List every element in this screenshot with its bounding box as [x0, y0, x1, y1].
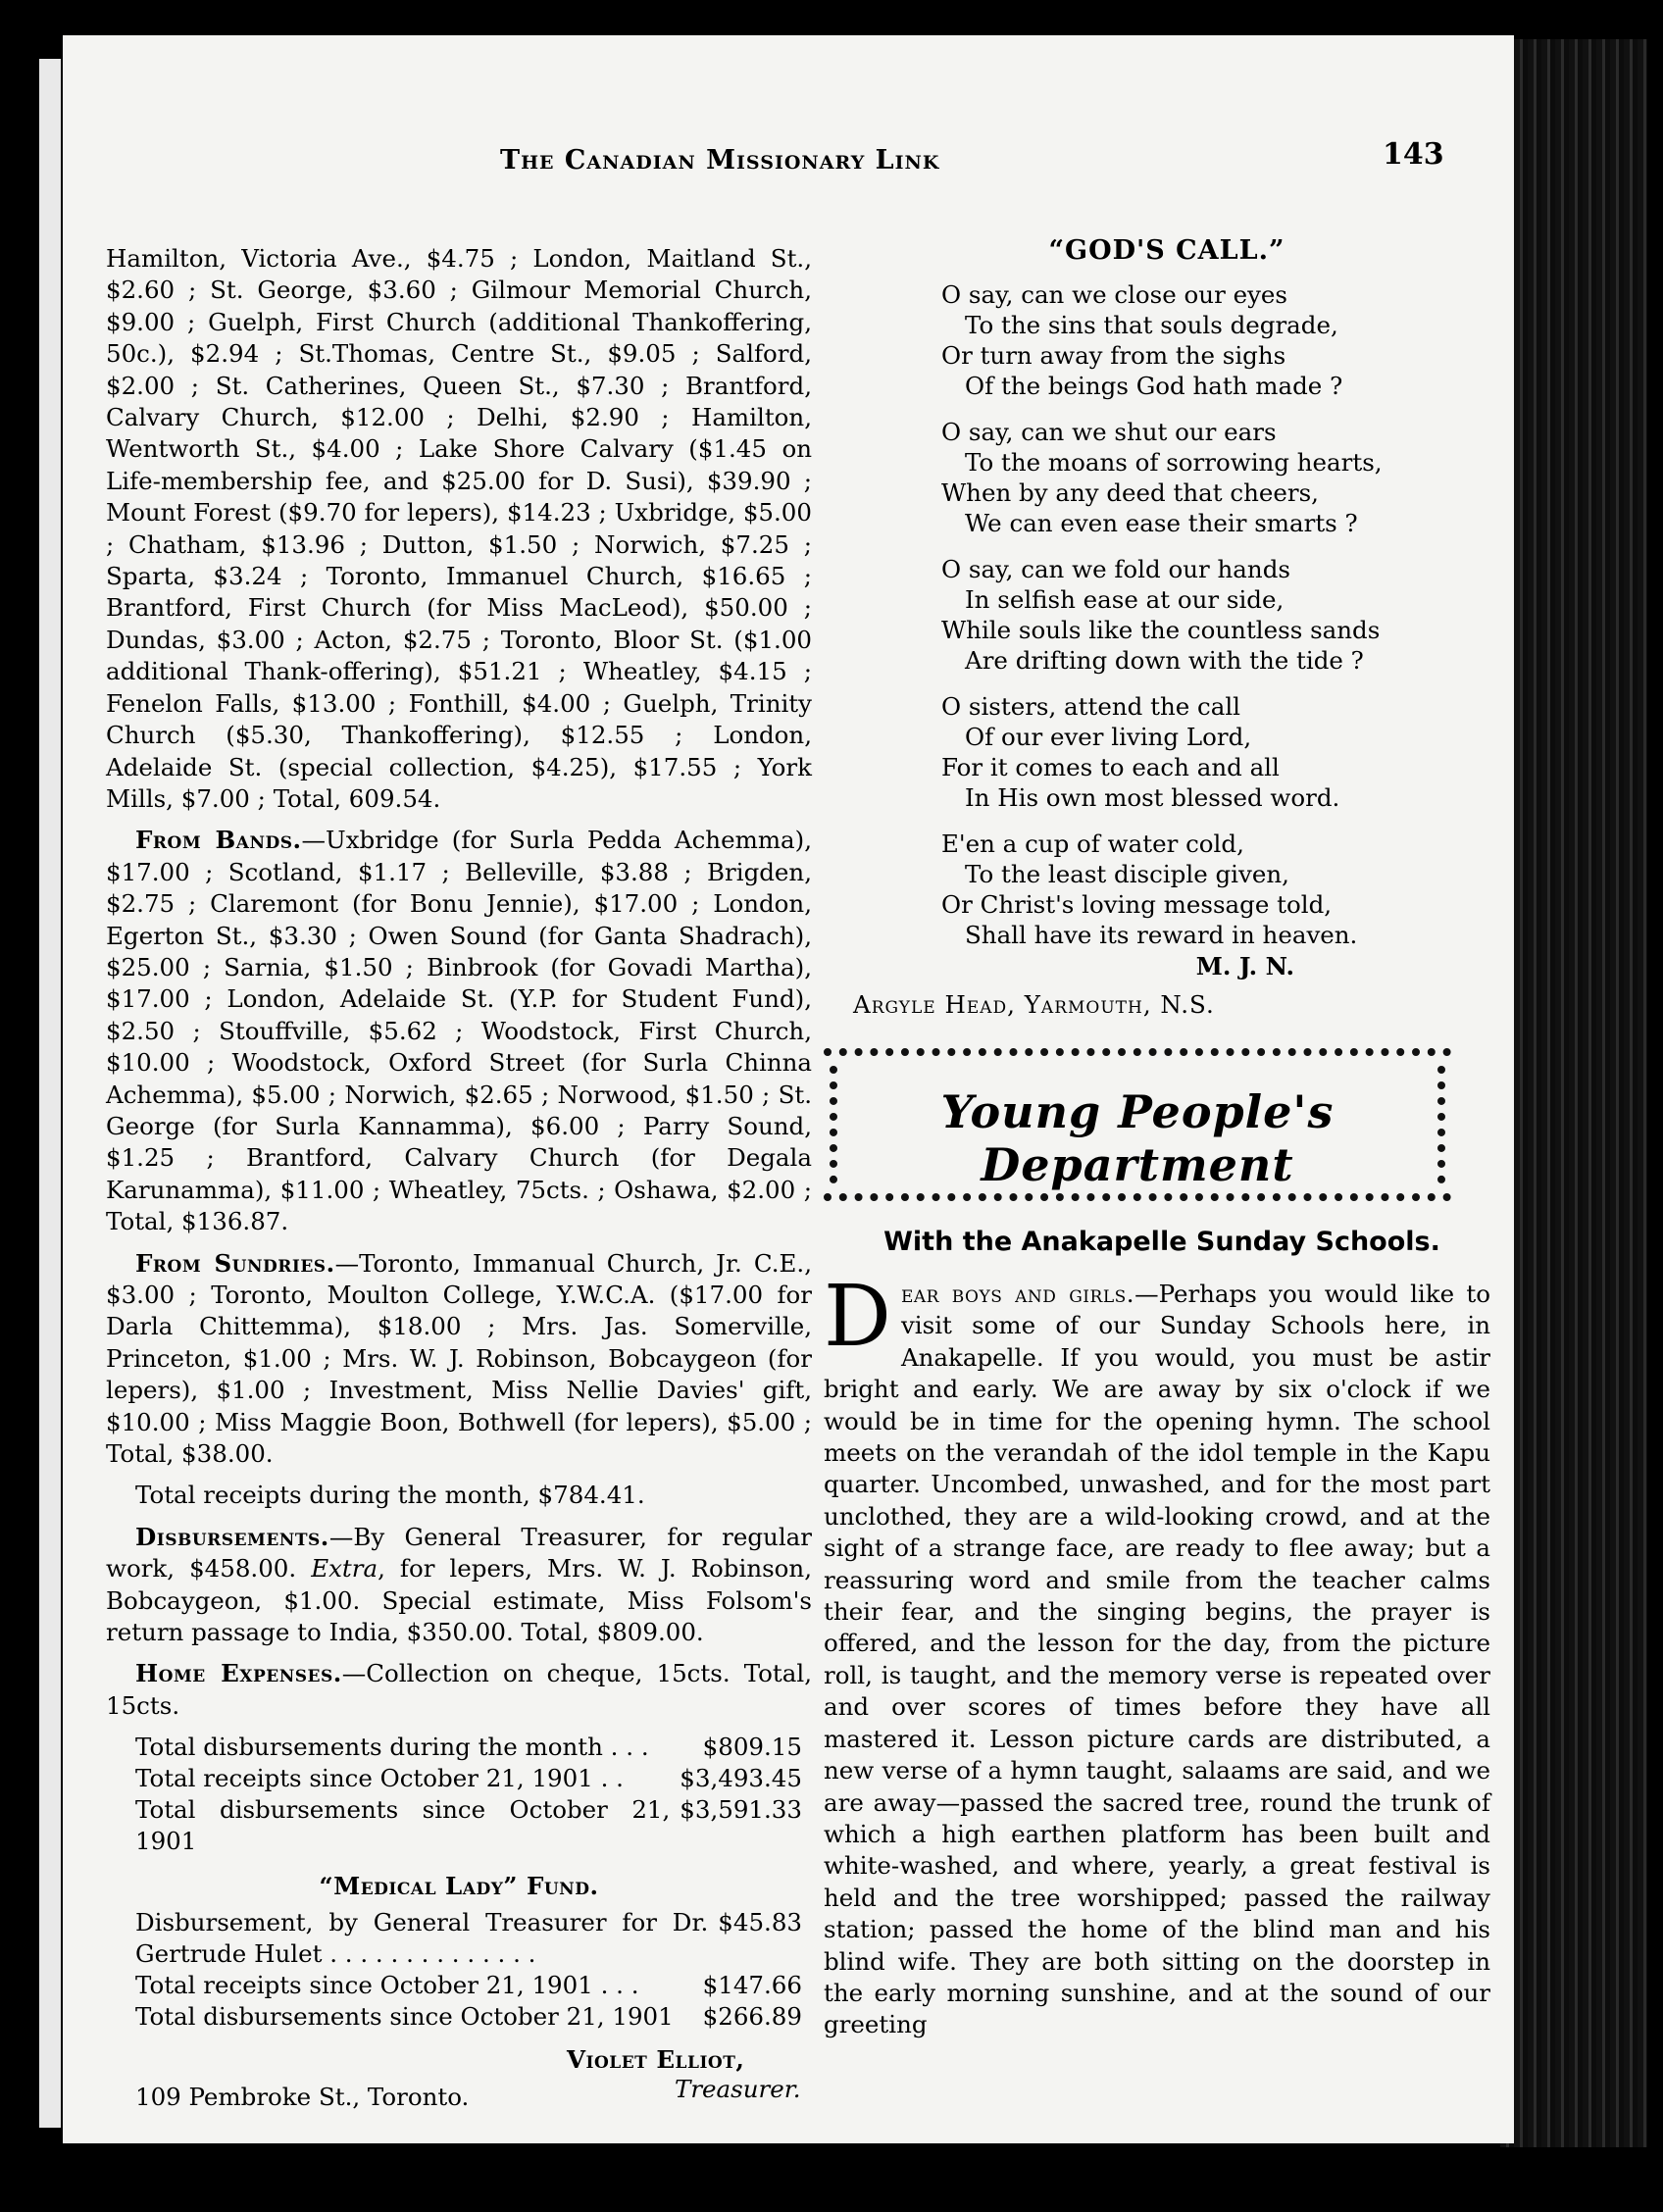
disbursements-paragraph [106, 1522, 812, 1649]
poem-line: O sisters, attend the call [941, 692, 1241, 721]
ledger-row [135, 2001, 802, 2033]
disbursements-heading: Disbursements. [135, 1522, 329, 1551]
ledger-label: Total disbursements since October 21, 1901 [135, 1795, 671, 1856]
poem-line: To the least disciple given, [965, 860, 1289, 888]
department-banner [824, 1048, 1451, 1201]
poem-title: “GOD'S CALL.” [1048, 235, 1285, 266]
running-title: The Canadian Missionary Link [500, 145, 940, 176]
book-spine-pages [1500, 39, 1647, 2147]
poem-line: Shall have its reward in heaven. [965, 921, 1358, 949]
poem-line: O say, can we close our eyes [941, 280, 1287, 309]
poem-line: To the sins that souls degrade, [965, 311, 1338, 339]
sundries-paragraph [106, 1248, 812, 1471]
ledger-label: Total receipts since October 21, 1901 . . . [135, 1970, 639, 1999]
poem-stanza [941, 279, 1490, 401]
medical-fund-title: “Medical Lady” Fund. [319, 1872, 599, 1901]
treasurer-address: 109 Pembroke St., Toronto. [135, 2082, 470, 2111]
ledger-amount: $3,591.33 [680, 1795, 802, 1825]
signature-title: Treasurer. [675, 2074, 801, 2103]
medical-ledger [135, 1907, 802, 2033]
ledger-amount: $809.15 [702, 1733, 802, 1762]
poem-line: E'en a cup of water cold, [941, 830, 1244, 858]
poem-line: Of our ever living Lord, [965, 723, 1252, 751]
sundries-heading: From Sundries. [135, 1248, 335, 1278]
ledger-row [135, 1907, 802, 1970]
poem-stanza [941, 417, 1490, 538]
poem-place: Argyle Head, Yarmouth, N.S. [853, 990, 1215, 1019]
article-title: With the Anakapelle Sunday Schools. [883, 1227, 1440, 1257]
facing-page-edge [39, 59, 61, 2128]
signature-block [106, 2044, 812, 2113]
poem-line: In selfish ease at our side, [965, 585, 1285, 614]
article-lead: ear boys and girls. [900, 1280, 1135, 1308]
summary-ledger [135, 1732, 802, 1857]
ledger-label: Total receipts since October 21, 1901 . . [135, 1764, 624, 1793]
ledger-row [135, 1970, 802, 2001]
poem-line: Or Christ's loving message told, [941, 890, 1333, 919]
drop-cap: D [824, 1268, 891, 1366]
left-column [106, 243, 812, 2113]
disbursements-extra: Extra [311, 1554, 378, 1584]
ledger-amount: $266.89 [702, 2001, 802, 2031]
poem-line: We can even ease their smarts ? [965, 509, 1358, 537]
disbursements-text-a: —By General Treasurer, for regular work, $458.00. [106, 1522, 812, 1584]
ledger-amount: $147.66 [702, 1970, 802, 1999]
department-banner-title: Young People's Department [940, 1085, 1335, 1191]
poem-line: In His own most blessed word. [965, 783, 1340, 812]
poem-stanza [941, 829, 1490, 950]
home-expenses-heading: Home Expenses. [135, 1659, 342, 1688]
poem-line: For it comes to each and all [941, 753, 1280, 781]
sundries-text: —Toronto, Immanual Church, Jr. C.E., $3.00 ; Toronto, Moulton College, Y.W.C.A. ($17.00 for Darla Chittemma), $18.00 ; Mrs. Jas. Somerville, Princeton, $1.00 ; Mrs. W. J. Robinson, Bobcaygeon (for lepers), $1.00 ; Investment, Miss Nellie Davies' gift, $10.00 ; Miss Maggie Boon, Bothwell (for lepers), $5.00 ; Total, $38.00. [106, 1248, 812, 1469]
poem-line: While souls like the countless sands [941, 616, 1381, 644]
right-column [824, 235, 1490, 2041]
receipts-paragraph: Hamilton, Victoria Ave., $4.75 ; London, Maitland St., $2.60 ; St. George, $3.60 ; Gilmour Memorial Church, $9.00 ; Guelph, First Church (additional Thankoffering, 50c.), $2.94 ; St.Thomas, Centre St., $9.05 ; Salford, $2.00 ; St. Catherines, Queen St., $7.30 ; Brantford, Calvary Church, $12.00 ; Delhi, $2.90 ; Hamilton, Wentworth St., $4.00 ; Lake Shore Calvary ($1.45 on Life-membership fee, and $25.00 for D. Susi), $39.90 ; Mount Forest ($9.70 for lepers), $14.23 ; Uxbridge, $5.00 ; Chatham, $13.96 ; Dutton, $1.50 ; Norwich, $7.25 ; Sparta, $3.24 ; Toronto, Immanuel Church, $16.65 ; Brantford, First Church (for Miss MacLeod), $50.00 ; Dundas, $3.00 ; Acton, $2.75 ; Toronto, Bloor St. ($1.00 additional Thank-offering), $51.21 ; Wheatley, $4.15 ; Fenelon Falls, $13.00 ; Fonthill, $4.00 ; Guelph, Trinity Church ($5.30, Thankoffering), $12.55 ; London, Adelaide St. (special collection, $4.25), $17.55 ; York Mills, $7.00 ; Total, 609.54. [106, 244, 812, 813]
poem-line: O say, can we fold our hands [941, 555, 1290, 583]
bands-heading: From Bands. [135, 826, 302, 855]
article-text: —Perhaps you would like to visit some of our Sunday Schools here, in Anakapelle. If you would, you must be astir bright and early. We are away by six o'clock if we would be in time for the opening hymn. The school meets on the verandah of the idol temple in the Kapu quarter. Uncombed, unwashed, and for the most part unclothed, they are a wild-looking crowd, and at the sight of a strange face, are ready to flee away; but a reassuring word and smile from the teacher calms their fear, and the singing begins, the prayer is offered, and the lesson for the day, from the picture roll, is taught, and the memory verse is repeated over and over scores of times before they have all mastered it. Lesson picture cards are distributed, a new verse of a hymn taught, salaams are said, and we are away—passed the sacred tree, round the trunk of which a high earthen platform has been built and white-washed, and where, yearly, a great festival is held and the tree worshipped; passed the railway station; passed the home of the blind man and his blind wife. They are both sitting on the doorstep in the early morning sunshine, and at the sound of our greeting [824, 1280, 1490, 2039]
home-expenses-paragraph [106, 1658, 812, 1722]
poem-line: To the moans of sorrowing hearts, [965, 448, 1383, 477]
ledger-row [135, 1732, 802, 1763]
ledger-label: Disbursement, by General Treasurer for Dr. Gertrude Hulet . . . . . . . . . . . . . . [135, 1907, 709, 1968]
article-body [824, 1268, 1490, 2041]
ledger-row [135, 1763, 802, 1794]
poem-line: When by any deed that cheers, [941, 478, 1319, 507]
poem-line: Of the beings God hath made ? [965, 372, 1343, 400]
total-receipts: Total receipts during the month, $784.41. [135, 1481, 645, 1510]
poem-line: O say, can we shut our ears [941, 418, 1277, 446]
ledger-amount: $45.83 [718, 1907, 802, 1936]
page-number: 143 [1383, 137, 1444, 172]
home-expenses-text: —Collection on cheque, 15cts. Total, 15cts. [106, 1659, 812, 1720]
ledger-label: Total disbursements during the month . . . [135, 1733, 649, 1762]
poem-stanza [941, 554, 1490, 676]
poem-stanza [941, 691, 1490, 813]
ledger-row [135, 1794, 802, 1857]
poem-author: M. J. N. [1195, 952, 1294, 980]
disbursements-text-b: , for lepers, Mrs. W. J. Robinson, Bobcaygeon, $1.00. Special estimate, Miss Folsom's return passage to India, $350.00. Total, $809.00. [106, 1554, 812, 1647]
signature-name: Violet Elliot, [567, 2044, 745, 2074]
scan-border-left [0, 0, 39, 2212]
bands-text: —Uxbridge (for Surla Pedda Achemma), $17.00 ; Scotland, $1.17 ; Belleville, $3.88 ; Brigden, $2.75 ; Claremont (for Bonu Jennie), $17.00 ; London, Egerton St., $3.30 ; Owen Sound (for Ganta Shadrach), $25.00 ; Sarnia, $1.50 ; Binbrook (for Govadi Martha), $17.00 ; London, Adelaide St. (Y.P. for Student Fund), $2.50 ; Stouffville, $5.62 ; Woodstock, First Church, $10.00 ; Woodstock, Oxford Street (for Surla Chinna Achemma), $5.00 ; Norwich, $2.65 ; Norwood, $1.50 ; St. George (for Surla Kannamma), $6.00 ; Parry Sound, $1.25 ; Brantford, Calvary Church (for Degala Karunamma), $11.00 ; Wheatley, 75cts. ; Oshawa, $2.00 ; Total, $136.87. [106, 826, 813, 1236]
ledger-amount: $3,493.45 [680, 1764, 802, 1793]
poem-line: Or turn away from the sighs [941, 341, 1286, 370]
bands-paragraph [106, 825, 812, 1237]
poem-line: Are drifting down with the tide ? [965, 646, 1364, 675]
ledger-label: Total disbursements since October 21, 1901 [135, 2001, 674, 2031]
